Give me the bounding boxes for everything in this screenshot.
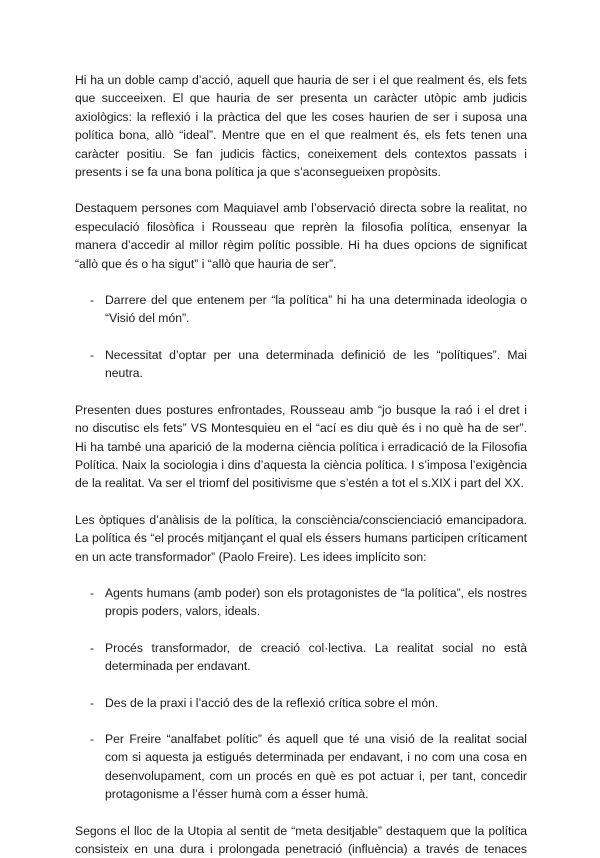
list-item-text: Des de la praxi i l’acció des de la reflexió crítica sobre el món. [105, 695, 439, 710]
list-item [90, 346, 527, 383]
list-item [90, 291, 527, 328]
list-item [90, 584, 527, 621]
bullet-dash: - [90, 640, 95, 655]
paragraph-maquiavel-rousseau: Destaquem persones com Maquiavel amb l’observació directa sobre la realitat, no especulació filosòfica i Rousseau que reprèn la filosofia política, ensenyar la manera d’accedir al millor règim polític possible. Hi ha dues opcions de significat “allò que és o ha sigut” i “allò que hauria de ser”. [75, 201, 527, 271]
bullet-dash: - [90, 347, 95, 362]
list-item [90, 694, 527, 712]
list-item-text: Necessitat d’optar per una determinada definició de les “polítiques”. Mai neutra. [105, 347, 527, 381]
list-item [90, 639, 527, 676]
list-item-text: Agents humans (amb poder) son els protagonistes de “la política”, els nostres propis poders, valors, ideals. [105, 585, 527, 619]
bullet-dash: - [90, 731, 95, 746]
bullet-dash: - [90, 585, 95, 600]
paragraph-opposing-postures: Presenten dues postures enfrontades, Rousseau amb “jo busque la raó i el dret i no discutisc els fets” VS Montesquieu en el “ací es diu què és i no què ha de ser”. Hi ha també una aparició de la moderna ciència política i erradicació de la Filosofia Política. Naix la sociologia i dins d’aquesta la ciència política. I s’imposa l’exigència de la realitat. Va ser el triomf del positivisme que s’estén a tot el s.XIX i part del XX. [75, 402, 527, 491]
paragraph-double-field: Hi ha un doble camp d’acció, aquell que hauria de ser i el que realment és, els fets que succeeixen. El que hauria de ser presenta un caràcter utòpic amb judicis axiològics: la reflexió i la pràctica del que les coses haurien de ser i suposa una política bona, allò “ideal”. Mentre que en el que realment és, els fets tenen una caràcter positiu. Se fan judicis fàctics, coneixement dels contextos passats i presents i se fa una bona política ja que s’aconsegueixen propòsits. [75, 73, 527, 180]
list-item [90, 730, 527, 804]
paragraph-utopia: Segons el lloc de la Utopia al sentit de “meta desitjable” destaquem que la política consisteix en una dura i prolongada penetració (influència) a través de tenaces [75, 823, 527, 856]
document-body [75, 71, 527, 858]
list-item-text: Procés transformador, de creació col·lectiva. La realitat social no està determinada per endavant. [105, 640, 527, 674]
list-item-text: Darrere del que entenem per “la política” hi ha una determinada ideologia o “Visió del món”. [105, 293, 527, 326]
paragraph-analysis-optics: Les òptiques d’anàlisis de la política, la consciència/conscienciació emancipadora. La política és “el procés mitjançant el qual els éssers humans participen críticament en un acte transformador” (Paolo Freire). Les idees implícito son: [75, 512, 527, 564]
bullet-dash: - [90, 695, 95, 710]
bullet-dash: - [90, 293, 95, 308]
list-item-text: Per Freire “analfabet polític” és aquell que té una visió de la realitat social com si aquesta ja estigués determinada per endavant, i no com una cosa en desenvolupament, com un procés en què es pot actuar i, per tant, concedir protagonisme a l’ésser humà com a ésser humà. [105, 731, 527, 802]
